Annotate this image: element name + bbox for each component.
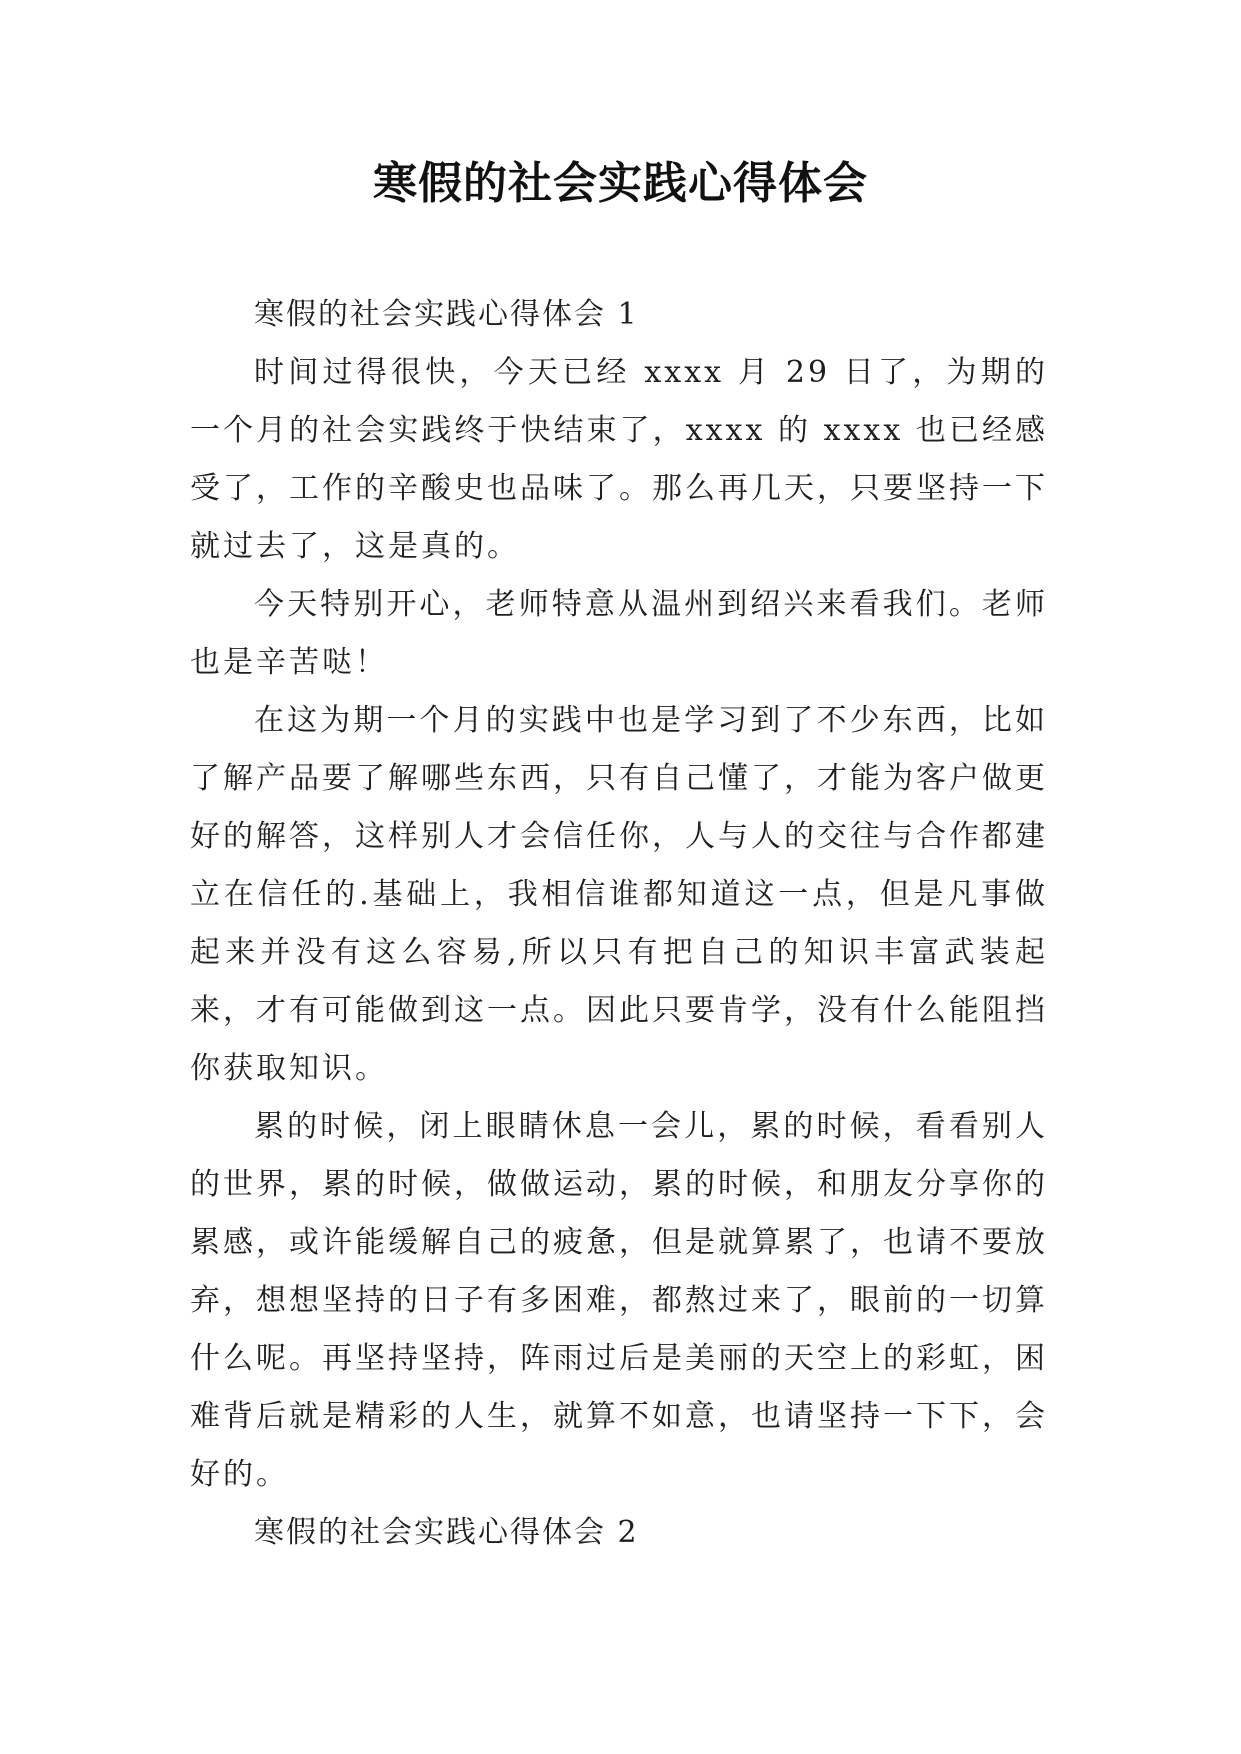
document-body xyxy=(190,286,1048,1562)
paragraph: 今天特别开心，老师特意从温州到绍兴来看我们。老师也是辛苦哒！ xyxy=(190,587,1048,680)
paragraph: 在这为期一个月的实践中也是学习到了不少东西，比如了解产品要了解哪些东西，只有自己懂了，才能为客户做更好的解答，这样别人才会信任你，人与人的交往与合作都建立在信任的.基础上，我相信谁都知道这一点，但是凡事做起来并没有这么容易,所以只有把自己的知识丰富武装起来，才有可能做到这一点。因此只要肯学，没有什么能阻挡你获取知识。 xyxy=(190,703,1048,1086)
section-heading-2: 寒假的社会实践心得体会 2 xyxy=(254,1515,639,1550)
section-heading-1: 寒假的社会实践心得体会 1 xyxy=(254,297,639,332)
paragraph: 累的时候，闭上眼睛休息一会儿，累的时候，看看别人的世界，累的时候，做做运动，累的时候，和朋友分享你的累感，或许能缓解自己的疲惫，但是就算累了，也请不要放弃，想想坚持的日子有多困难，都熬过来了，眼前的一切算什么呢。再坚持坚持，阵雨过后是美丽的天空上的彩虹，困难背后就是精彩的人生，就算不如意，也请坚持一下下，会好的。 xyxy=(190,1109,1048,1492)
paragraph: 时间过得很快，今天已经 xxxx 月 29 日了，为期的一个月的社会实践终于快结束了，xxxx 的 xxxx 也已经感受了，工作的辛酸史也品味了。那么再几天，只要坚持一下就过去了，这是真的。 xyxy=(190,355,1048,564)
document-title: 寒假的社会实践心得体会 xyxy=(373,158,868,209)
